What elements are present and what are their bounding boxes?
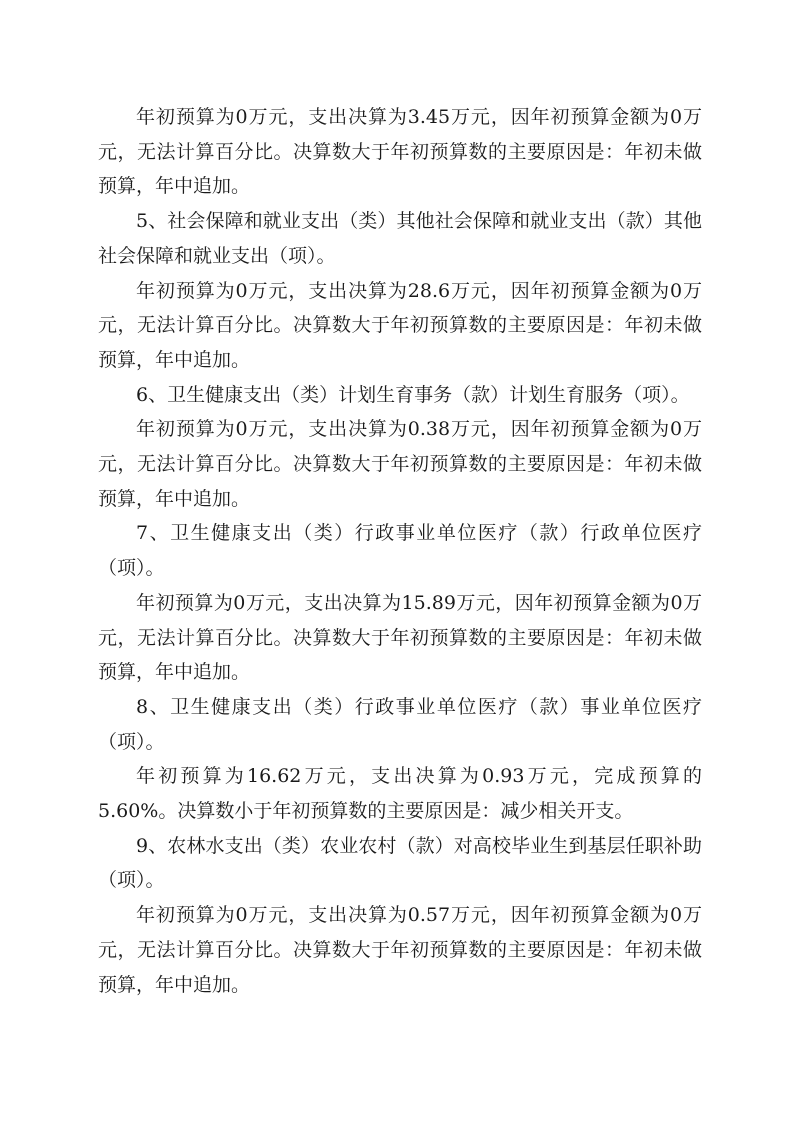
- paragraph-item6-detail: 年初预算为0万元，支出决算为0.38万元，因年初预算金额为0万元，无法计算百分比。决算数大于年初预算数的主要原因是：年初未做预算，年中追加。: [98, 418, 702, 510]
- paragraph-item4-detail: 年初预算为0万元，支出决算为3.45万元，因年初预算金额为0万元，无法计算百分比。决算数大于年初预算数的主要原因是：年初未做预算，年中追加。: [98, 106, 702, 198]
- paragraph-item6-heading: 6、卫生健康支出（类）计划生育事务（款）计划生育服务（项）。: [136, 383, 690, 406]
- paragraph-item8-heading: 8、卫生健康支出（类）行政事业单位医疗（款）事业单位医疗（项）。: [98, 695, 702, 753]
- paragraph-item8-detail: 年初预算为16.62万元，支出决算为0.93万元，完成预算的5.60%。决算数小于年初预算数的主要原因是：减少相关开支。: [98, 765, 702, 823]
- document-page: [98, 100, 702, 1002]
- paragraph-item7-detail: 年初预算为0万元，支出决算为15.89万元，因年初预算金额为0万元，无法计算百分比。决算数大于年初预算数的主要原因是：年初未做预算，年中追加。: [98, 591, 702, 684]
- paragraph-item7-heading: 7、卫生健康支出（类）行政事业单位医疗（款）行政单位医疗（项）。: [98, 522, 702, 580]
- paragraph-item9-heading: 9、农林水支出（类）农业农村（款）对高校毕业生到基层任职补助（项）。: [98, 834, 702, 892]
- paragraph-item5-detail: 年初预算为0万元，支出决算为28.6万元，因年初预算金额为0万元，无法计算百分比。决算数大于年初预算数的主要原因是：年初未做预算，年中追加。: [98, 279, 702, 371]
- paragraph-item9-detail: 年初预算为0万元，支出决算为0.57万元，因年初预算金额为0万元，无法计算百分比。决算数大于年初预算数的主要原因是：年初未做预算，年中追加。: [98, 904, 702, 996]
- paragraph-item5-heading: 5、社会保障和就业支出（类）其他社会保障和就业支出（款）其他社会保障和就业支出（项）。: [98, 210, 702, 267]
